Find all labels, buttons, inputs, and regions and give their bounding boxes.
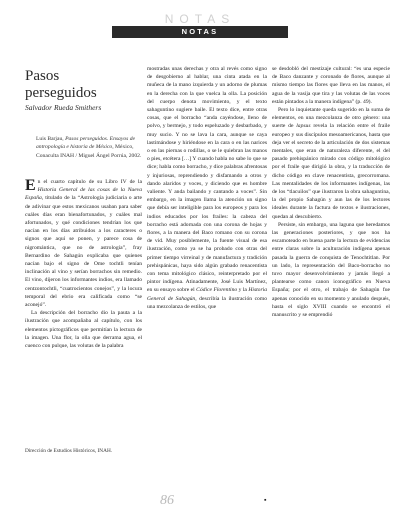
paragraph: se desdobló del mestizaje cultural: “es una especie de Baco danzante y coronado de flores, aunque al mismo tiempo las flores que lleva en las manos, el agua de la vasija que tira y las volutas de las voces están pintados a la manera indígena” (p. 49). [272,66,390,105]
text-column-3 [272,65,390,319]
page-number: 86 [160,493,174,508]
article-title [25,68,97,102]
paragraph: La descripción del borracho dio la pauta a la ilustración que acompañaba al capítulo, con los elementos pictográficos que permitían la lectura de la imagen. Una flor, la olla que derrama agua, el cuenco con pulque, las volutas de la palabra [25,310,142,350]
section-header-ghost: NOTAS [164,12,236,26]
reference-author: Luis Barjau, [36,136,64,142]
text-column-2 [147,65,267,311]
paragraph: En el cuarto capítulo de su Libro IV de la Historia General de las cosas de la Nueva España, titulado de la “Astrología judiciaria o arte de adivinar que estos mexicanos usaban para saber cuáles días eran bienafortunados, y cuáles mal afortunados, y qué condiciones tendrían los que nacían en los días atribuidos a los caracteres o signos que aquí se ponen, y parece cosa de nigromántica, que no de astrología”, fray Bernardino de Sahagún explicaba que quienes nacían bajo el signo de Ome tochtli tenían inclinación al vino y serían borrachos sin remedio. El vino, dijeron los informantes indios, era llamado centzontochtli, “cuatrocientos conejos”, y la locura temporal del ebrio era calificada como “se aconejó”. [25,177,142,309]
article-author: Salvador Rueda Smithers [25,103,102,112]
book-reference [36,135,142,160]
paragraph: Persiste, sin embargo, una laguna que heredamos las generaciones posteriores, y que nos ha escamoteado en buena parte la lectura de evidencias entre claras sobre la aculturación indígena apenas pasada la guerra de conquista de Tenochtitlan. Por un lado, la representación del Baco-borracho no tuvo mayor desenvolvimiento y jamás llegó a plantearse como canon iconográfico en Nueva España; por el otro, el trabajo de Sahagún fue apenas conocido en su momento y anulado después, hasta el siglo XVIII cuando se encontró el manuscrito y se emprendió [272,221,390,319]
article-title-line1: Pasos [25,68,60,84]
reference-publisher: México, Conaculta INAH / Miguel Ángel Porrúa, 2002. [36,144,142,159]
footnote [25,448,142,456]
drop-cap: E [25,177,36,194]
footnote-text: Dirección de Estudios Históricos, INAH. [25,448,113,454]
paragraph: mostradas unas derechas y otra al revés como signo de desgobierno al hablar, una cinta atada en la muñeca de la mano izquierda y un adorno de plumas en la derecha con la que vuelca la olla. La posición del cuerpo denota movimiento, y el texto sahaguntino sugiere baile. El texto dice, entre otras cosas, que el borracho “anda cayéndose, lleno de polvo, y bermejo, y todo espeluzado y desbarbado, y muy sucio. Y no se lava la cara, aunque se caya lastimándose y hiriéndose en la cara o en las narices o en las piernas o rodillas, o se le quiebran las manos o pies, etcétera […] Y cuando habla no sabe lo que se dice; habla como borracho, y dice palabras afrentosas y injuriosas, reprendiendo y disfamando a otros y dando alaridos y voces, y diciendo que es hombre valiente. Y anda bailando y cantando a voces”. Sin embargo, en la imagen llama la atención un signo que debía ser inteligible para los europeos y para los indios educados por los frailes: la cabeza del borracho está adornada con una corona de hojas y flores, a la manera del Baco romano con su corona de vid. Muy posiblemente, la fuente visual de esa ilustración, como ya se ha probado con otras del primer tiempo virreinal y de manufactura y tradición prehispánicas, haya sido algún grabado renacentista con tema mitológico clásico, reinterpretado por el pintor indígena. Atinadamente, José Luis Martínez, en su ensayo sobre el Códice Florentino y la Historia General de Sahagún, describía la ilustración como una mezcolanza de estilos, que [147,66,268,310]
reference-book-title: Pasos perseguidos. Ensayos de antropología e historia de México, [36,136,135,151]
paragraph: Pero lo inquietante queda sugerido en la suma de elementos, en una mezcolanza de otro género: una suerte de lapsus revela la relación entre el fraile europeo y sus discípulos mesoamericanos, hasta que deja ver el secreto de la articulación de dos sistemas mentales, que eran de naturaleza diferente, el del pasado prehispánico mirado con código mitológico por el fraile que dirigió la obra, y la traducción de dicho código en clave renacentista, grecorromana. Las mentalidades de los informantes indígenas, las de los “tlacuilos” que ilustraron la obra sahaguntina, la del propio Sahagún y aun las de los lectores ideales durante la factura de textos e ilustraciones, quedan al descubierto. [272,107,390,220]
end-mark: ▪ [264,496,267,504]
section-header-label: NOTAS [181,27,219,36]
text-column-1 [25,178,142,350]
article-title-line2: perseguidos [25,85,97,101]
